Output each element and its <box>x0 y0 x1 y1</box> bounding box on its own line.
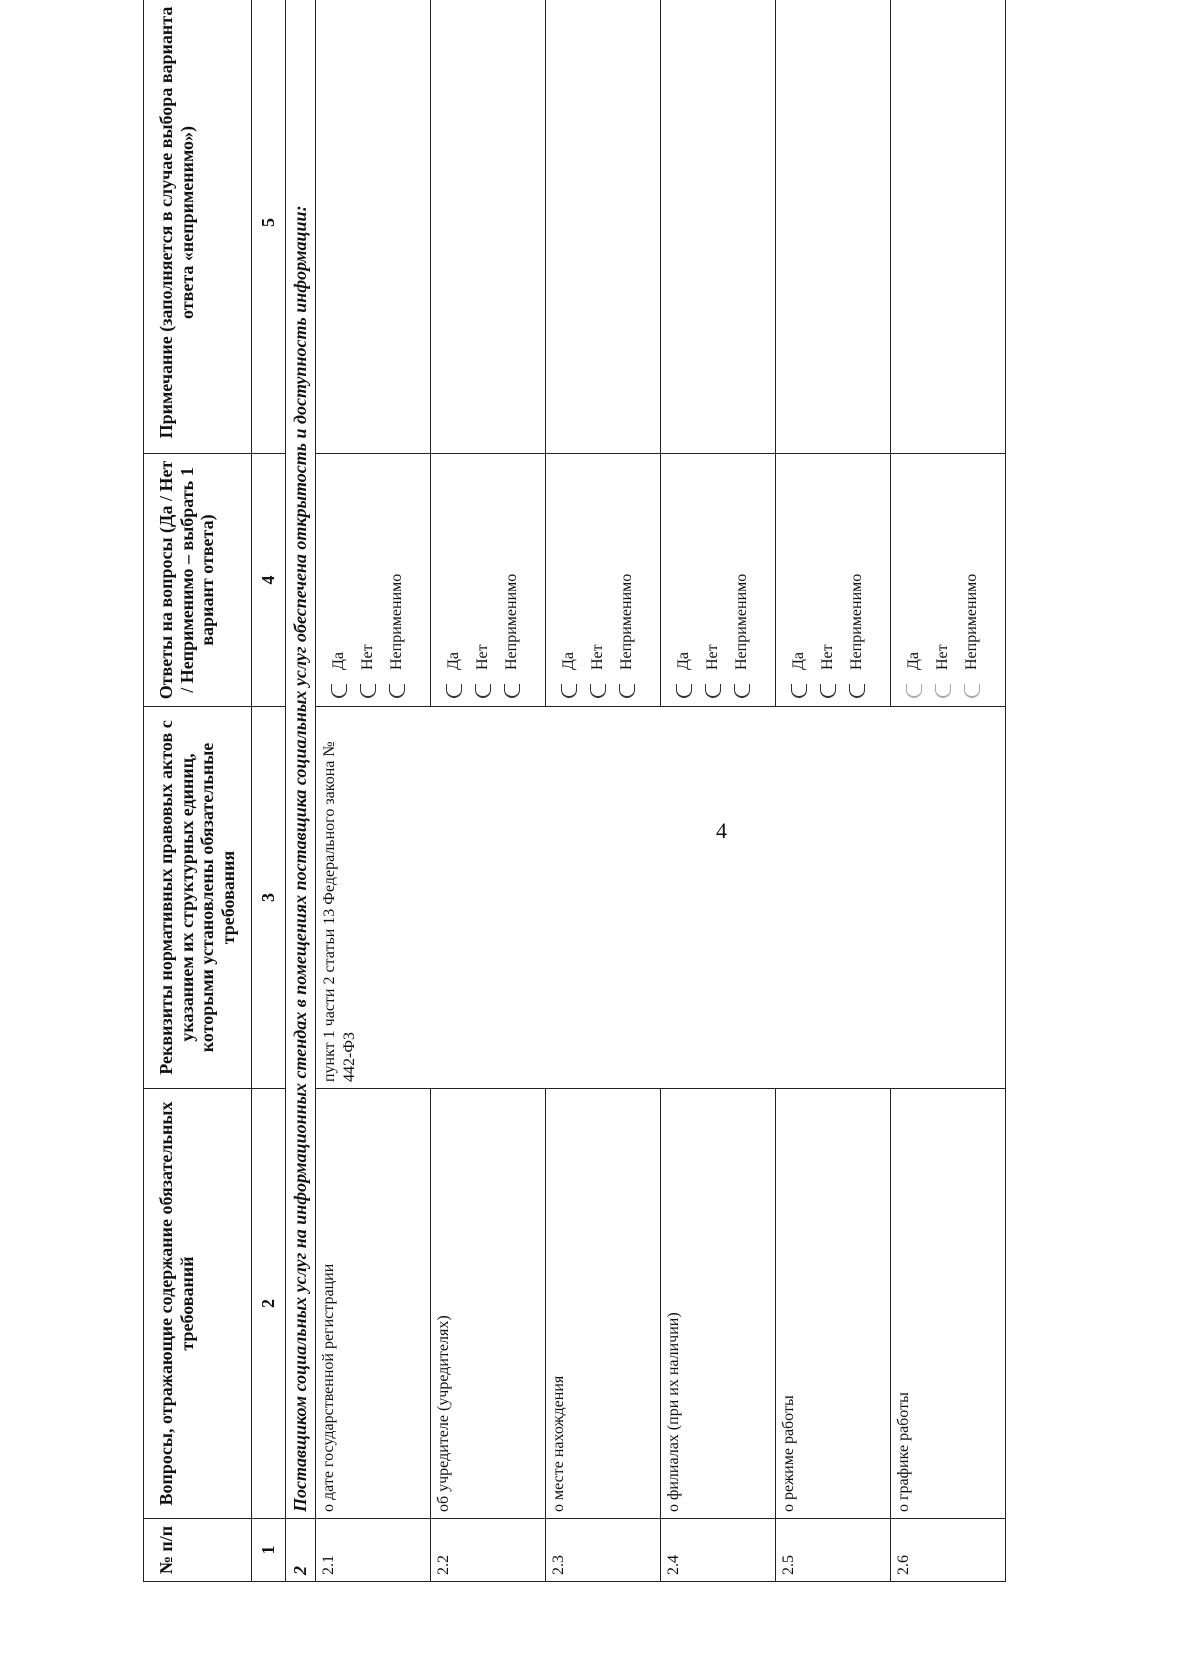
answer-option-not-applicable[interactable] <box>612 460 641 698</box>
row-question: об учредителе (учредителях) <box>431 1089 546 1519</box>
radio-icon[interactable] <box>906 684 922 698</box>
option-label: Неприменимо <box>847 573 865 670</box>
header-row <box>144 0 252 1582</box>
radio-icon[interactable] <box>561 684 577 698</box>
column-number: 1 <box>251 1519 285 1582</box>
radio-icon[interactable] <box>590 684 606 698</box>
radio-icon[interactable] <box>935 684 951 698</box>
column-number-row <box>251 0 285 1582</box>
section-row <box>285 0 316 1582</box>
row-question: о режиме работы <box>776 1089 891 1519</box>
answer-cell <box>316 454 431 707</box>
radio-icon[interactable] <box>791 684 807 698</box>
requirements-table <box>143 0 1006 1582</box>
answer-options <box>320 460 411 700</box>
note-cell[interactable] <box>316 0 431 454</box>
answer-option-yes[interactable] <box>324 460 353 698</box>
radio-icon[interactable] <box>504 684 520 698</box>
answer-option-yes[interactable] <box>669 460 698 698</box>
answer-options <box>895 460 986 700</box>
row-number: 2.1 <box>316 1519 431 1582</box>
option-label: Неприменимо <box>387 573 405 670</box>
answer-options <box>550 460 641 700</box>
option-label: Нет <box>933 644 951 670</box>
answer-options <box>435 460 526 700</box>
answer-cell <box>431 454 546 707</box>
answer-option-yes[interactable] <box>784 460 813 698</box>
radio-icon[interactable] <box>389 684 405 698</box>
rotated-table-container <box>143 0 1173 1582</box>
option-label: Да <box>329 651 347 670</box>
answer-option-no[interactable] <box>583 460 612 698</box>
answer-cell <box>661 454 776 707</box>
option-label: Да <box>904 651 922 670</box>
radio-icon[interactable] <box>676 684 692 698</box>
answer-option-yes[interactable] <box>899 460 928 698</box>
answer-option-no[interactable] <box>813 460 842 698</box>
page-number: 4 <box>716 818 727 843</box>
radio-icon[interactable] <box>820 684 836 698</box>
radio-icon[interactable] <box>475 684 491 698</box>
note-cell[interactable] <box>431 0 546 454</box>
column-number: 3 <box>251 707 285 1089</box>
radio-icon[interactable] <box>446 684 462 698</box>
row-question: о дате государственной регистрации <box>316 1089 431 1519</box>
option-label: Нет <box>703 644 721 670</box>
option-label: Да <box>559 651 577 670</box>
radio-icon[interactable] <box>619 684 635 698</box>
answer-option-no[interactable] <box>353 460 382 698</box>
option-label: Нет <box>473 644 491 670</box>
answer-option-no[interactable] <box>928 460 957 698</box>
radio-icon[interactable] <box>360 684 376 698</box>
option-label: Нет <box>818 644 836 670</box>
answer-option-not-applicable[interactable] <box>727 460 756 698</box>
option-label: Да <box>789 651 807 670</box>
option-label: Неприменимо <box>962 573 980 670</box>
row-number: 2.2 <box>431 1519 546 1582</box>
answer-option-not-applicable[interactable] <box>842 460 871 698</box>
answer-option-not-applicable[interactable] <box>497 460 526 698</box>
column-number: 2 <box>251 1089 285 1519</box>
radio-icon[interactable] <box>705 684 721 698</box>
answer-option-no[interactable] <box>468 460 497 698</box>
header-legal-reference: Реквизиты нормативных правовых актов с указанием их структурных единиц, которыми установлены обязательные требования <box>144 707 252 1089</box>
answer-options <box>780 460 871 700</box>
answer-options <box>665 460 756 700</box>
option-label: Нет <box>588 644 606 670</box>
row-number: 2.5 <box>776 1519 891 1582</box>
answer-cell <box>776 454 891 707</box>
option-label: Нет <box>358 644 376 670</box>
header-question: Вопросы, отражающие содержание обязательных требований <box>144 1089 252 1519</box>
radio-icon[interactable] <box>734 684 750 698</box>
row-question: о графике работы <box>891 1089 1006 1519</box>
answer-cell <box>891 454 1006 707</box>
row-question: о филиалах (при их наличии) <box>661 1089 776 1519</box>
row-number: 2.6 <box>891 1519 1006 1582</box>
option-label: Неприменимо <box>502 573 520 670</box>
answer-cell <box>546 454 661 707</box>
option-label: Неприменимо <box>617 573 635 670</box>
column-number: 5 <box>251 0 285 454</box>
option-label: Неприменимо <box>732 573 750 670</box>
note-cell[interactable] <box>776 0 891 454</box>
answer-option-not-applicable[interactable] <box>382 460 411 698</box>
header-note: Примечание (заполняется в случае выбора варианта ответа «неприменимо») <box>144 0 252 454</box>
note-cell[interactable] <box>546 0 661 454</box>
header-number: № п/п <box>144 1519 252 1582</box>
option-label: Да <box>674 651 692 670</box>
radio-icon[interactable] <box>331 684 347 698</box>
header-answers: Ответы на вопросы (Да / Нет / Неприменимо – выбрать 1 вариант ответа) <box>144 454 252 707</box>
row-number: 2.3 <box>546 1519 661 1582</box>
table-row <box>316 0 431 1582</box>
legal-reference-cell: пункт 1 части 2 статьи 13 Федерального закона № 442-ФЗ <box>316 707 1006 1089</box>
answer-option-no[interactable] <box>698 460 727 698</box>
column-number: 4 <box>251 454 285 707</box>
row-question: о месте нахождения <box>546 1089 661 1519</box>
radio-icon[interactable] <box>849 684 865 698</box>
answer-option-yes[interactable] <box>554 460 583 698</box>
radio-icon[interactable] <box>964 684 980 698</box>
note-cell[interactable] <box>891 0 1006 454</box>
answer-option-not-applicable[interactable] <box>957 460 986 698</box>
note-cell[interactable] <box>661 0 776 454</box>
section-text: Поставщиком социальных услуг на информационных стендах в помещениях поставщика социальных услуг обеспечена открытость и доступность информации: <box>285 0 316 1519</box>
answer-option-yes[interactable] <box>439 460 468 698</box>
row-number: 2.4 <box>661 1519 776 1582</box>
option-label: Да <box>444 651 462 670</box>
section-number: 2 <box>285 1519 316 1582</box>
